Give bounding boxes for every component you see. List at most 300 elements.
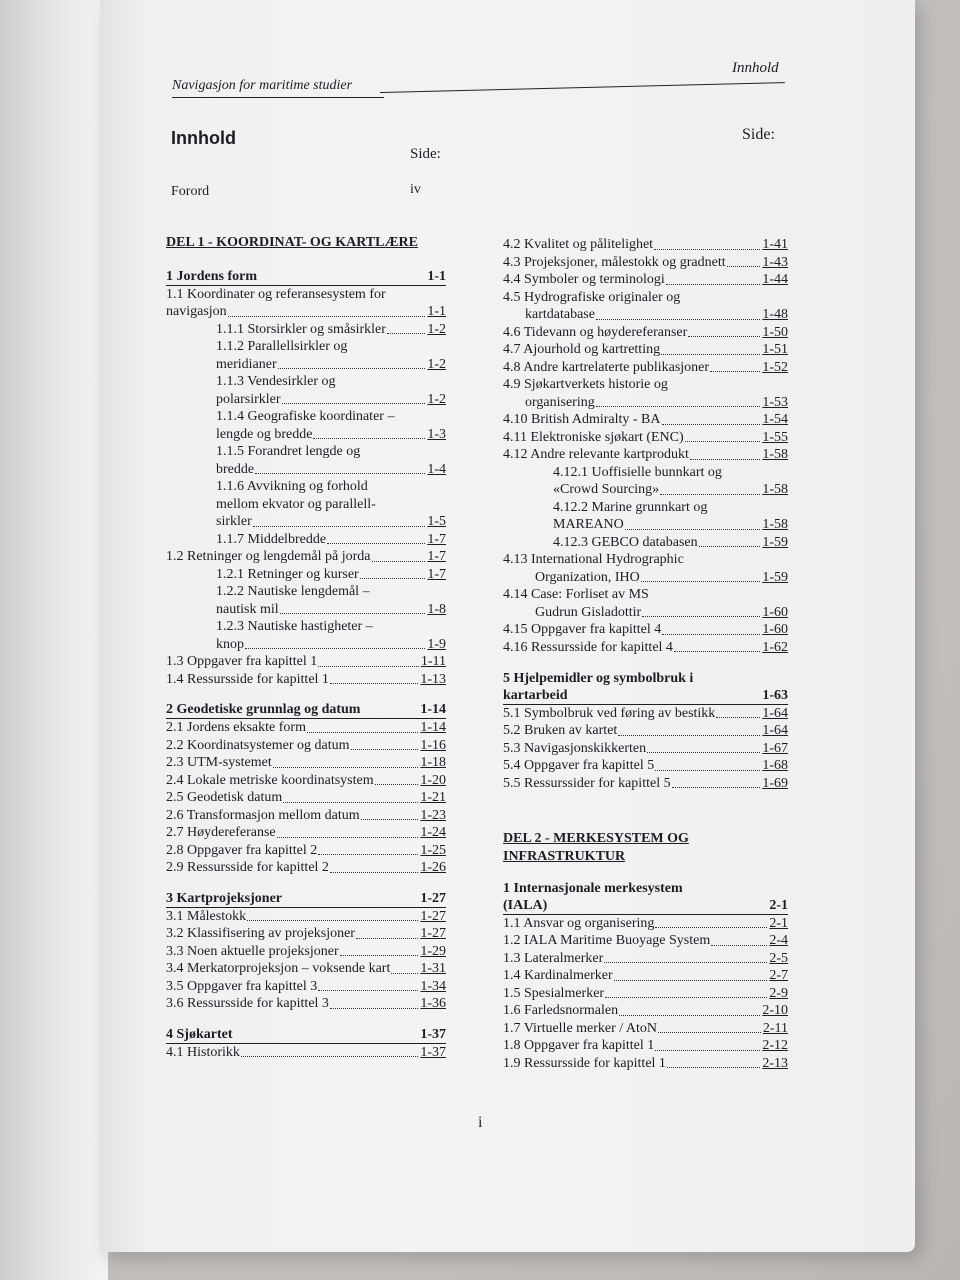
entry-title: 1.3 Lateralmerker xyxy=(503,950,604,966)
entry-page: 1-3 xyxy=(427,426,446,442)
toc-entry xyxy=(503,1020,788,1038)
entry-page: 1-67 xyxy=(762,740,788,756)
toc-entry xyxy=(166,303,446,321)
page-number: i xyxy=(478,1114,483,1131)
leader-dots xyxy=(625,529,761,530)
entry-title: 2.7 Høydereferanse xyxy=(166,825,276,840)
entry-title: 1.1.3 Vendesirkler og xyxy=(216,374,336,389)
toc-entry xyxy=(166,719,446,737)
leader-dots xyxy=(313,438,425,439)
forord-page: iv xyxy=(410,182,421,197)
leader-dots xyxy=(685,441,761,442)
toc-entry xyxy=(503,306,788,324)
leader-dots xyxy=(351,749,419,750)
entry-title: 4.11 Elektroniske sjøkart (ENC) xyxy=(503,429,684,445)
entry-page: 1-29 xyxy=(420,943,446,959)
entry-title: 3.6 Ressursside for kapittel 3 xyxy=(166,996,329,1011)
entry-page: 1-4 xyxy=(427,461,446,477)
entry-title: 4.15 Oppgaver fra kapittel 4 xyxy=(503,622,662,637)
toc-entry xyxy=(166,391,446,409)
toc-right-column xyxy=(503,236,788,1072)
entry-title: sirkler xyxy=(216,514,252,529)
toc-entry xyxy=(503,621,788,639)
leader-dots xyxy=(280,613,426,614)
entry-title: meridianer xyxy=(216,356,277,372)
entry-title: 1.2.3 Nautiske hastigheter – xyxy=(216,619,373,634)
toc-entry xyxy=(166,908,446,926)
leader-dots xyxy=(387,333,425,334)
forord-label: Forord xyxy=(171,184,210,199)
toc-entry xyxy=(503,324,788,342)
entry-page: 1-44 xyxy=(762,272,788,287)
entry-title: MAREANO xyxy=(553,517,624,532)
entry-page: 1-2 xyxy=(427,356,446,372)
leader-dots xyxy=(647,752,760,753)
entry-page: 1-27 xyxy=(420,908,446,924)
entry-title: nautisk mil xyxy=(216,601,279,617)
toc-entry xyxy=(503,932,788,950)
toc-entry-line xyxy=(166,373,446,391)
leader-dots xyxy=(360,578,426,579)
toc-entry-line xyxy=(166,338,446,356)
entry-title: 1.1.4 Geografiske koordinater – xyxy=(216,409,395,424)
leader-dots xyxy=(282,403,426,404)
entry-page: 1-48 xyxy=(762,307,788,322)
toc-entry xyxy=(503,985,788,1003)
entry-title: 3.3 Noen aktuelle projeksjoner xyxy=(166,943,339,959)
leader-dots xyxy=(318,666,419,667)
toc-entry-line xyxy=(166,478,446,496)
toc-entry xyxy=(166,548,446,566)
toc-entry xyxy=(503,1037,788,1055)
leader-dots xyxy=(273,767,419,768)
entry-page: 1-54 xyxy=(762,412,788,427)
entry-page: 1-60 xyxy=(762,604,788,620)
book-spine xyxy=(0,0,108,1280)
entry-page: 1-58 xyxy=(762,447,788,462)
chapter-heading xyxy=(503,898,788,915)
leader-dots xyxy=(327,543,425,544)
toc-entry xyxy=(503,236,788,254)
entry-page: 2-7 xyxy=(769,968,788,983)
toc-entry-line xyxy=(503,499,788,517)
toc-entry xyxy=(166,356,446,374)
entry-title: 4.7 Ajourhold og kartretting xyxy=(503,342,661,357)
toc-entry xyxy=(166,754,446,772)
entry-title: 1.1.2 Parallellsirkler og xyxy=(216,339,348,354)
leader-dots xyxy=(361,819,419,820)
toc-entry xyxy=(503,950,788,968)
entry-page: 1-55 xyxy=(762,429,788,445)
entry-title: 2.2 Koordinatsystemer og datum xyxy=(166,737,350,753)
entry-title: 4.1 Historikk xyxy=(166,1044,240,1060)
toc-entry xyxy=(503,359,788,377)
toc-entry xyxy=(503,967,788,985)
leader-dots xyxy=(667,1067,760,1068)
entry-title: 1.9 Ressursside for kapittel 1 xyxy=(503,1055,666,1071)
entry-title: 1.5 Spesialmerker xyxy=(503,985,605,1001)
entry-title: 4.3 Projeksjoner, målestokk og gradnett xyxy=(503,254,726,270)
toc-entry xyxy=(503,569,788,587)
leader-dots xyxy=(330,683,418,684)
entry-page: 1-18 xyxy=(420,755,446,770)
toc-entry xyxy=(503,481,788,499)
entry-title: 2.5 Geodetisk datum xyxy=(166,790,283,805)
entry-page: 1-24 xyxy=(420,825,446,840)
entry-title: 4.9 Sjøkartverkets historie og xyxy=(503,377,668,392)
leader-dots xyxy=(241,1056,418,1057)
chapter-title: 3 Kartprojeksjoner xyxy=(166,890,282,906)
chapter-title: 1 Jordens form xyxy=(166,268,257,284)
entry-page: 2-13 xyxy=(762,1055,788,1071)
leader-dots xyxy=(372,561,426,562)
entry-page: 2-4 xyxy=(769,933,788,948)
toc-entry xyxy=(166,461,446,479)
entry-title: 2.6 Transformasjon mellom datum xyxy=(166,807,360,823)
leader-dots xyxy=(330,1008,418,1009)
leader-dots xyxy=(674,651,760,652)
toc-entry xyxy=(503,411,788,429)
toc-entry-line xyxy=(503,586,788,604)
entry-page: 1-34 xyxy=(420,978,446,994)
entry-title: 5.1 Symbolbruk ved føring av bestikk xyxy=(503,705,716,721)
leader-dots xyxy=(307,732,418,733)
leader-dots xyxy=(247,920,418,921)
toc-entry-line xyxy=(503,551,788,569)
leader-dots xyxy=(604,962,767,963)
leader-dots xyxy=(690,459,761,460)
leader-dots xyxy=(662,634,760,635)
entry-title: 1.7 Virtuelle merker / AtoN xyxy=(503,1020,658,1036)
toc-entry xyxy=(503,705,788,723)
entry-title: 4.10 British Admiralty - BA xyxy=(503,412,661,427)
entry-page: 1-43 xyxy=(762,254,788,270)
part2-heading-line: DEL 2 - MERKESYSTEM OG xyxy=(503,831,689,846)
entry-page: 1-53 xyxy=(762,394,788,410)
toc-entry-line xyxy=(166,583,446,601)
leader-dots xyxy=(672,787,761,788)
entry-page: 1-36 xyxy=(420,996,446,1011)
entry-page: 1-7 xyxy=(427,531,446,547)
entry-title: 4.16 Ressursside for kapittel 4 xyxy=(503,639,673,655)
entry-title: 2.8 Oppgaver fra kapittel 2 xyxy=(166,842,318,858)
entry-title: 3.5 Oppgaver fra kapittel 3 xyxy=(166,978,318,994)
chapter-title-line: 5 Hjelpemidler og symbolbruk i xyxy=(503,671,694,686)
chapter-title: 2 Geodetiske grunnlag og datum xyxy=(166,702,361,717)
entry-page: 1-60 xyxy=(762,622,788,637)
toc-entry xyxy=(503,516,788,534)
entry-title: knop xyxy=(216,636,244,652)
leader-dots xyxy=(642,616,760,617)
toc-entry-line xyxy=(166,443,446,461)
entry-title: 1.4 Kardinalmerker xyxy=(503,968,613,983)
toc-entry xyxy=(503,341,788,359)
toc-entry xyxy=(166,960,446,978)
entry-title: 4.6 Tidevann og høydereferanser xyxy=(503,324,688,340)
leader-dots xyxy=(228,316,426,317)
toc-entry-line xyxy=(166,286,446,304)
toc-entry xyxy=(503,639,788,657)
chapter-page: 1-37 xyxy=(420,1026,446,1042)
leader-dots xyxy=(330,872,418,873)
leader-dots xyxy=(658,1032,761,1033)
leader-dots xyxy=(711,945,767,946)
entry-title: kartdatabase xyxy=(525,307,595,322)
side-label-right: Side: xyxy=(742,126,775,143)
leader-dots xyxy=(655,770,760,771)
toc-entry-line xyxy=(503,376,788,394)
toc-left-column xyxy=(166,234,446,1061)
entry-page: 1-37 xyxy=(420,1044,446,1060)
entry-page: 1-27 xyxy=(420,926,446,941)
toc-entry xyxy=(166,925,446,943)
part2-heading xyxy=(503,830,788,866)
entry-title: 1.1 Koordinater og referansesystem for xyxy=(166,286,386,302)
entry-title: polarsirkler xyxy=(216,391,281,407)
leader-dots xyxy=(661,354,760,355)
chapter-page: 1-1 xyxy=(427,268,446,284)
toc-entry xyxy=(503,915,788,933)
entry-page: 1-51 xyxy=(762,342,788,357)
entry-title: 1.1.5 Forandret lengde og xyxy=(216,444,361,459)
entry-title: 2.1 Jordens eksakte form xyxy=(166,720,306,735)
entry-page: 1-58 xyxy=(762,517,788,532)
toc-entry xyxy=(166,842,446,860)
leader-dots xyxy=(699,546,761,547)
toc-entry xyxy=(166,321,446,339)
leader-dots xyxy=(283,802,418,803)
toc-entry xyxy=(503,254,788,272)
toc-entry xyxy=(503,1055,788,1073)
leader-dots xyxy=(596,406,761,407)
chapter-page: 1-14 xyxy=(420,702,446,717)
entry-page: 1-11 xyxy=(420,654,446,669)
entry-title: 2.3 UTM-systemet xyxy=(166,755,272,770)
leader-dots xyxy=(660,494,760,495)
running-header-title: Navigasjon for maritime studier xyxy=(172,78,353,93)
entry-page: 1-59 xyxy=(762,534,788,550)
toc-entry xyxy=(166,653,446,671)
toc-entry xyxy=(503,394,788,412)
entry-title: 1.3 Oppgaver fra kapittel 1 xyxy=(166,654,318,669)
leader-dots xyxy=(605,997,767,998)
entry-page: 1-31 xyxy=(420,961,446,976)
side-label-left: Side: xyxy=(410,146,441,162)
entry-page: 1-26 xyxy=(420,860,446,875)
leader-dots xyxy=(391,973,418,974)
entry-title: 4.2 Kvalitet og pålitelighet xyxy=(503,237,654,252)
leader-dots xyxy=(662,424,761,425)
entry-title: 1.1.6 Avvikning og forhold xyxy=(216,479,368,494)
toc-entry xyxy=(166,807,446,825)
header-rule-left xyxy=(172,97,384,98)
entry-title: 5.5 Ressurssider for kapittel 5 xyxy=(503,775,671,791)
toc-entry-line xyxy=(166,496,446,514)
entry-title: 1.1 Ansvar og organisering xyxy=(503,915,655,931)
entry-page: 1-13 xyxy=(420,671,446,687)
chapter-page: 1-63 xyxy=(762,687,788,703)
entry-page: 1-9 xyxy=(427,636,446,652)
entry-page: 1-20 xyxy=(420,772,446,788)
entry-page: 1-50 xyxy=(762,324,788,340)
leader-dots xyxy=(655,927,767,928)
toc-heading: Innhold xyxy=(171,128,236,148)
entry-title: 1.6 Farledsnormalen xyxy=(503,1003,619,1018)
toc-entry xyxy=(166,636,446,654)
leader-dots xyxy=(655,1050,760,1051)
entry-title: 4.12.2 Marine grunnkart og xyxy=(553,499,708,515)
running-header-section: Innhold xyxy=(732,60,779,76)
part-heading: DEL 1 - KOORDINAT- OG KARTLÆRE xyxy=(166,235,418,250)
leader-dots xyxy=(666,284,761,285)
chapter-title: kartarbeid xyxy=(503,687,568,703)
entry-title: 2.9 Ressursside for kapittel 2 xyxy=(166,860,329,875)
toc-entry xyxy=(503,534,788,552)
entry-title: 4.5 Hydrografiske originaler og xyxy=(503,289,681,305)
leader-dots xyxy=(641,581,761,582)
entry-page: 1-69 xyxy=(762,775,788,791)
entry-title: 4.12.1 Uoffisielle bunnkart og xyxy=(553,464,722,480)
toc-entry xyxy=(166,943,446,961)
toc-entry xyxy=(166,531,446,549)
entry-page: 1-2 xyxy=(427,321,446,337)
toc-entry xyxy=(166,789,446,807)
entry-title: 3.1 Målestokk xyxy=(166,908,247,924)
toc-entry xyxy=(166,426,446,444)
entry-page: 2-1 xyxy=(769,915,788,931)
toc-entry xyxy=(503,722,788,740)
entry-title: 1.2 Retninger og lengdemål på jorda xyxy=(166,549,371,564)
chapter-heading xyxy=(166,269,446,286)
leader-dots xyxy=(253,526,426,527)
toc-entry xyxy=(166,995,446,1013)
entry-page: 1-16 xyxy=(420,737,446,753)
leader-dots xyxy=(318,854,418,855)
toc-entry xyxy=(166,1044,446,1062)
entry-title: 5.4 Oppgaver fra kapittel 5 xyxy=(503,758,655,773)
toc-entry xyxy=(166,824,446,842)
entry-title: bredde xyxy=(216,461,255,477)
entry-page: 2-10 xyxy=(762,1003,788,1018)
entry-title: 2.4 Lokale metriske koordinatsystem xyxy=(166,772,374,788)
entry-page: 1-64 xyxy=(762,705,788,721)
toc-entry xyxy=(503,1002,788,1020)
leader-dots xyxy=(688,336,760,337)
entry-title: 5.3 Navigasjonskikkerten xyxy=(503,740,647,756)
chapter-title: (IALA) xyxy=(503,897,548,913)
toc-entry-line xyxy=(503,464,788,482)
entry-page: 1-23 xyxy=(420,807,446,823)
toc-entry xyxy=(166,978,446,996)
entry-page: 1-5 xyxy=(427,514,446,529)
entry-page: 1-52 xyxy=(762,359,788,375)
leader-dots xyxy=(727,266,761,267)
entry-page: 1-1 xyxy=(427,304,446,319)
entry-page: 2-9 xyxy=(769,985,788,1001)
entry-title: organisering xyxy=(525,394,595,410)
entry-page: 1-68 xyxy=(762,758,788,773)
chapter-heading xyxy=(166,891,446,908)
toc-entry xyxy=(503,740,788,758)
leader-dots xyxy=(619,1015,760,1016)
chapter-title-line: 1 Internasjonale merkesystem xyxy=(503,881,683,896)
toc-entry xyxy=(503,604,788,622)
entry-title: mellom ekvator og parallell- xyxy=(216,496,376,512)
toc-entry xyxy=(166,772,446,790)
leader-dots xyxy=(654,249,760,250)
entry-page: 1-14 xyxy=(420,720,446,735)
toc-entry-line xyxy=(503,289,788,307)
entry-page: 1-59 xyxy=(762,569,788,585)
leader-dots xyxy=(375,784,419,785)
leader-dots xyxy=(318,990,418,991)
leader-dots xyxy=(716,717,760,718)
entry-page: 1-41 xyxy=(762,237,788,252)
toc-entry xyxy=(166,566,446,584)
chapter-title: 4 Sjøkartet xyxy=(166,1026,233,1042)
entry-page: 2-11 xyxy=(762,1020,788,1036)
leader-dots xyxy=(340,955,419,956)
toc-entry xyxy=(166,513,446,531)
entry-page: 1-8 xyxy=(427,601,446,617)
leader-dots xyxy=(710,371,760,372)
leader-dots xyxy=(618,735,760,736)
entry-title: 1.4 Ressursside for kapittel 1 xyxy=(166,671,329,687)
entry-title: 4.8 Andre kartrelaterte publikasjoner xyxy=(503,359,710,375)
chapter-page: 2-1 xyxy=(769,897,788,913)
entry-title: 3.2 Klassifisering av projeksjoner xyxy=(166,926,355,941)
entry-page: 1-21 xyxy=(420,790,446,805)
toc-entry xyxy=(166,601,446,619)
entry-title: 4.13 International Hydrographic xyxy=(503,552,684,567)
entry-title: Gudrun Gisladottir xyxy=(535,604,642,620)
toc-entry xyxy=(503,446,788,464)
chapter-heading xyxy=(166,1027,446,1044)
toc-entry xyxy=(166,671,446,689)
chapter-heading xyxy=(166,702,446,719)
entry-title: 1.2 IALA Maritime Buoyage System xyxy=(503,933,711,948)
entry-title: 5.2 Bruken av kartet xyxy=(503,723,618,738)
chapter-heading xyxy=(503,688,788,705)
entry-title: 1.1.7 Middelbredde xyxy=(216,531,327,547)
leader-dots xyxy=(278,368,426,369)
entry-title: 1.1.1 Storsirkler og småsirkler xyxy=(216,321,386,337)
entry-title: 1.2.2 Nautiske lengdemål – xyxy=(216,584,370,599)
part2-heading-line: INFRASTRUKTUR xyxy=(503,849,626,864)
entry-title: navigasjon xyxy=(166,304,227,319)
entry-title: 4.12 Andre relevante kartprodukt xyxy=(503,447,689,462)
toc-entry xyxy=(166,859,446,877)
entry-page: 1-62 xyxy=(762,639,788,655)
entry-title: «Crowd Sourcing» xyxy=(553,482,660,497)
toc-entry-line xyxy=(166,618,446,636)
toc-entry xyxy=(503,429,788,447)
toc-entry-line xyxy=(166,408,446,426)
leader-dots xyxy=(356,938,418,939)
toc-entry xyxy=(503,757,788,775)
entry-title: 1.8 Oppgaver fra kapittel 1 xyxy=(503,1038,655,1053)
leader-dots xyxy=(614,980,768,981)
entry-page: 2-5 xyxy=(769,950,788,966)
entry-page: 1-7 xyxy=(427,566,446,582)
toc-entry xyxy=(166,737,446,755)
entry-page: 1-58 xyxy=(762,482,788,497)
entry-title: lengde og bredde xyxy=(216,426,313,442)
entry-title: 3.4 Merkatorprojeksjon – voksende kart xyxy=(166,961,391,976)
leader-dots xyxy=(255,473,425,474)
chapter-page: 1-27 xyxy=(420,890,446,906)
toc-entry xyxy=(503,271,788,289)
